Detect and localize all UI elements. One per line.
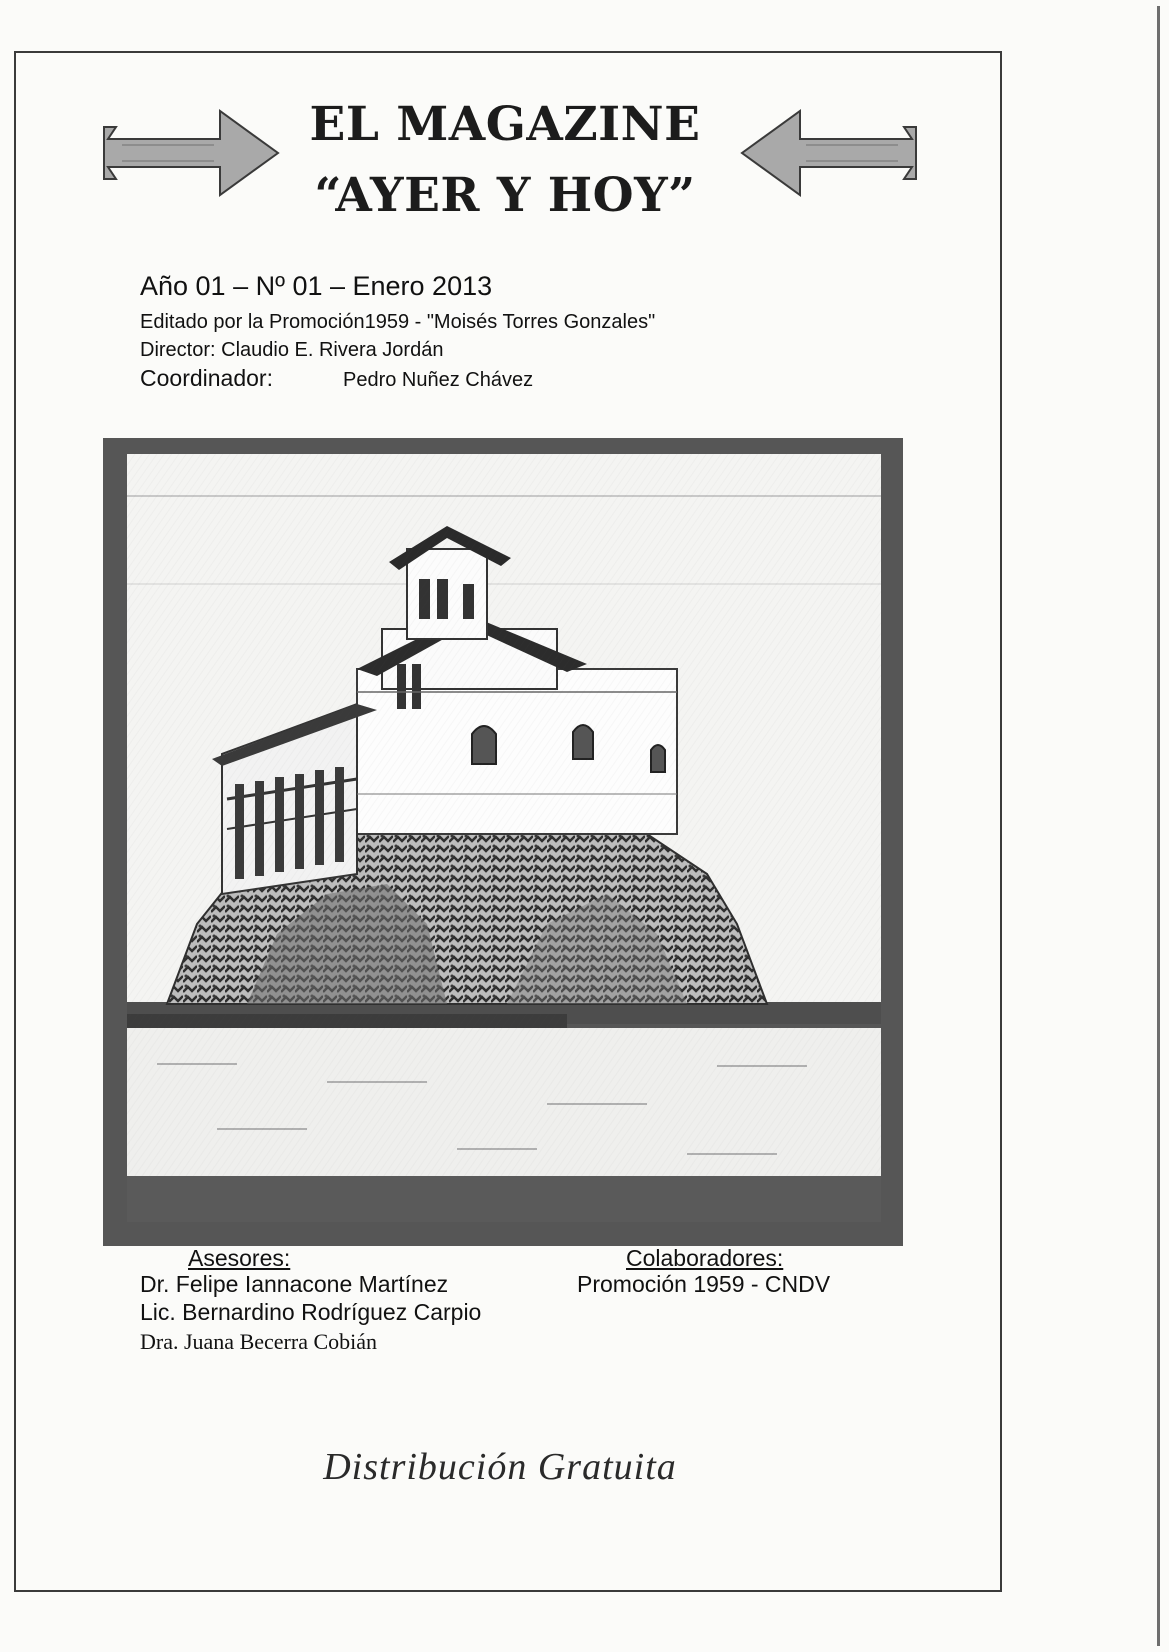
issue-number-date: Año 01 – Nº 01 – Enero 2013	[140, 271, 493, 301]
magazine-subtitle: “AYER Y HOY”	[314, 168, 696, 223]
advisor-name: Lic. Bernardino Rodríguez Carpio	[140, 1299, 482, 1325]
collaborator-name: Promoción 1959 - CNDV	[577, 1271, 831, 1297]
collaborators-label: Colaboradores:	[626, 1245, 784, 1271]
coordinator-label: Coordinador:	[140, 365, 273, 391]
advisor-name: Dra. Juana Becerra Cobián	[140, 1329, 378, 1354]
edited-by: Editado por la Promoción1959 - "Moisés Torres Gonzales"	[140, 311, 656, 333]
coordinator-name: Pedro Nuñez Chávez	[343, 369, 534, 391]
magazine-title: EL MAGAZINE	[309, 97, 701, 152]
cover-photo-frame	[103, 438, 903, 1246]
distribution-note: Distribución Gratuita	[323, 1446, 677, 1488]
advisor-name: Dr. Felipe Iannacone Martínez	[140, 1271, 449, 1297]
arrow-right-icon	[102, 105, 282, 201]
advisors-label: Asesores:	[188, 1245, 291, 1271]
cover-photo	[127, 454, 881, 1222]
page-edge-rule	[1157, 6, 1160, 1646]
director-line: Director: Claudio E. Rivera Jordán	[140, 339, 444, 361]
arrow-left-icon	[738, 105, 918, 201]
